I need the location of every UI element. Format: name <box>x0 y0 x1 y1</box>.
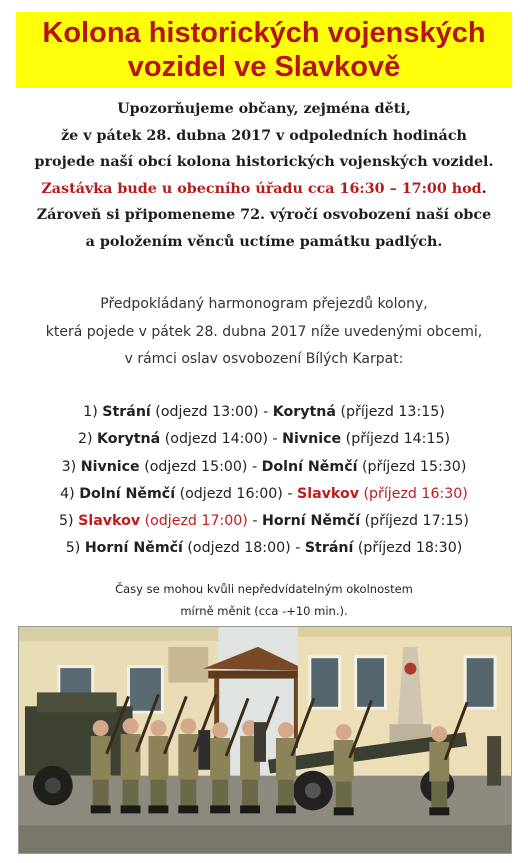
time-disclaimer <box>0 578 528 622</box>
route-arrival: (příjezd 18:30) <box>353 540 463 557</box>
route-row <box>0 508 528 535</box>
event-photo <box>18 626 512 854</box>
route-row <box>0 454 528 481</box>
route-row <box>0 535 528 562</box>
route-number: 5) <box>65 540 85 557</box>
route-to: Strání <box>304 540 354 557</box>
intro-line-2: že v pátek 28. dubna 2017 v odpoledních hodinách <box>61 127 467 144</box>
intro-announcement <box>0 96 528 255</box>
intro-line-1: Upozorňujeme občany, zejména děti, <box>117 101 411 117</box>
route-to: Korytná <box>272 404 336 420</box>
route-from-highlight: Slavkov <box>78 513 141 530</box>
route-departure: (odjezd 13:00) <box>150 404 259 420</box>
disclaimer-line-2: mírně měnit (cca -+10 min.). <box>180 604 348 618</box>
route-departure: (odjezd 14:00) <box>160 431 269 448</box>
route-number: 1) <box>83 404 103 420</box>
route-schedule <box>0 399 528 563</box>
intro-stop-line <box>0 176 528 203</box>
route-number: 5) <box>59 513 79 530</box>
route-from: Nivnice <box>80 458 140 475</box>
intro-line-3: projede naší obcí kolona historických vojenských vozidel. <box>34 154 494 170</box>
route-separator: - <box>247 513 262 530</box>
route-number: 3) <box>61 458 81 475</box>
route-departure: (odjezd 18:00) <box>182 540 291 557</box>
route-arrival: (příjezd 17:15) <box>360 513 469 530</box>
route-to-highlight: Slavkov <box>297 485 359 502</box>
title-banner <box>16 12 512 88</box>
route-row <box>0 399 528 426</box>
stop-line-period: . <box>481 180 487 197</box>
route-to: Nivnice <box>282 431 342 448</box>
route-from: Dolní Němčí <box>79 485 176 502</box>
route-separator: - <box>268 431 283 448</box>
route-row <box>0 426 528 453</box>
schedule-intro-line-1: Předpokládaný harmonogram přejezdů kolony, <box>100 296 428 312</box>
route-number: 4) <box>60 485 80 502</box>
route-to: Horní Němčí <box>262 513 361 530</box>
title-line-1: Kolona historických vojenských <box>42 17 486 49</box>
route-separator: - <box>282 485 297 502</box>
route-from: Strání <box>102 404 151 420</box>
route-arrival: (příjezd 13:15) <box>335 404 445 420</box>
schedule-intro <box>0 291 528 374</box>
route-separator: - <box>247 458 262 475</box>
schedule-intro-line-2: která pojede v pátek 28. dubna 2017 níže uvedenými obcemi, <box>45 323 483 340</box>
intro-line-5: Zároveň si připomeneme 72. výročí osvobození naší obce <box>36 207 492 223</box>
disclaimer-line-1: Časy se mohou kvůli nepředvídatelným okolnostem <box>115 582 413 596</box>
route-arrival: (příjezd 14:15) <box>341 431 451 448</box>
route-departure-highlight: (odjezd 17:00) <box>140 513 248 530</box>
route-separator: - <box>258 404 273 420</box>
route-row <box>0 481 528 508</box>
stop-time-text: Zastávka bude u obecního úřadu cca 16:30 – 17:00 hod <box>41 180 482 197</box>
route-departure: (odjezd 16:00) <box>175 485 283 502</box>
route-from: Horní Němčí <box>84 540 183 557</box>
route-to: Dolní Němčí <box>261 458 358 475</box>
route-from: Korytná <box>97 431 161 448</box>
soldiers-parade-photo <box>19 627 511 853</box>
route-arrival-highlight: (příjezd 16:30) <box>358 485 468 502</box>
route-departure: (odjezd 15:00) <box>139 458 248 475</box>
route-number: 2) <box>77 431 98 448</box>
schedule-intro-line-3: v rámci oslav osvobození Bílých Karpat: <box>124 351 404 367</box>
title-line-2: vozidel ve Slavkově <box>127 51 401 83</box>
route-arrival: (příjezd 15:30) <box>357 458 467 475</box>
route-separator: - <box>290 540 305 557</box>
intro-line-6: a položením věnců uctíme památku padlých. <box>85 233 443 250</box>
